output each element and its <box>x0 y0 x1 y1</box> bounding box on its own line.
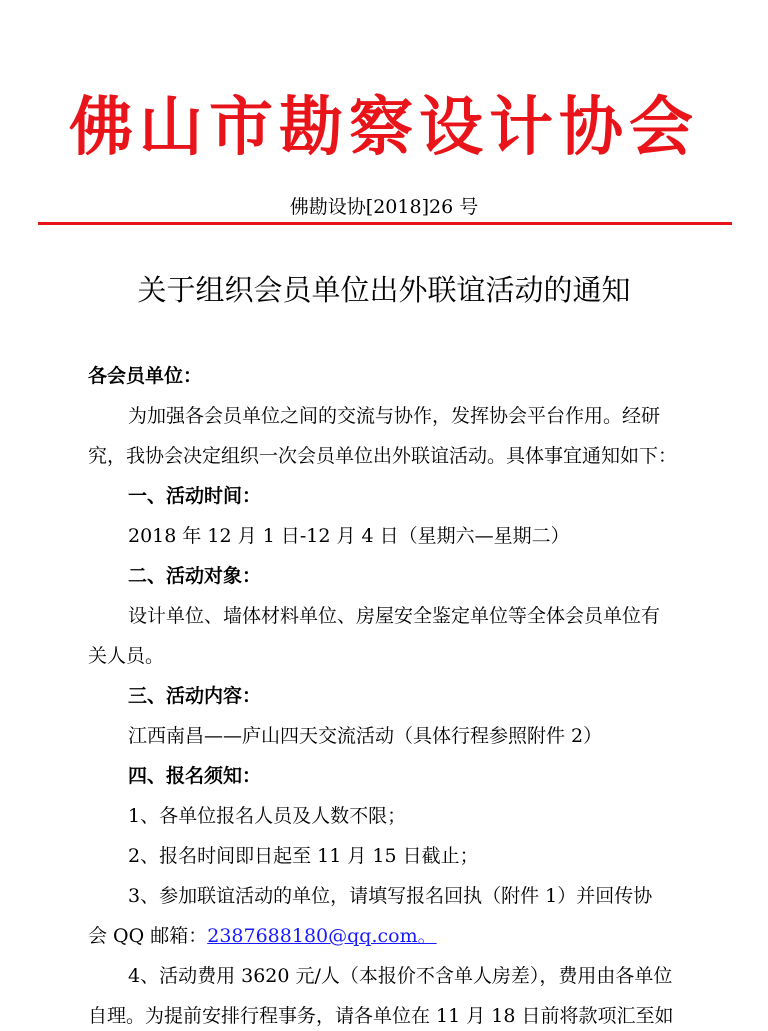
registration-item-2: 2、报名时间即日起至 11 月 15 日截止； <box>128 845 479 867</box>
email-link[interactable]: 2387688180@qq.com。 <box>207 925 437 947</box>
red-divider <box>38 222 732 225</box>
registration-item-4-line-2: 自理。为提前安排行程事务，请各单位在 11 月 18 日前将款项汇至如 <box>88 1005 674 1027</box>
section-registration-heading: 四、报名须知： <box>128 765 262 787</box>
intro-line-2: 究，我协会决定组织一次会员单位出外联谊活动。具体事宜通知如下： <box>88 445 678 467</box>
salutation: 各会员单位： <box>88 365 203 387</box>
section-target-heading: 二、活动对象： <box>128 565 262 587</box>
document-number: 佛勘设协[2018]26 号 <box>289 196 479 218</box>
organization-masthead: 佛山市勘察设计协会 <box>69 90 699 165</box>
notice-title: 关于组织会员单位出外联谊活动的通知 <box>137 273 631 307</box>
section-target-line-1: 设计单位、墙体材料单位、房屋安全鉴定单位等全体会员单位有 <box>128 605 661 627</box>
section-content-heading: 三、活动内容： <box>128 685 262 707</box>
intro-line-1: 为加强各会员单位之间的交流与协作，发挥协会平台作用。经研 <box>128 405 661 427</box>
section-time-content: 2018 年 12 月 1 日-12 月 4 日（星期六—星期二） <box>128 525 570 547</box>
registration-item-3-line-1: 3、参加联谊活动的单位，请填写报名回执（附件 1）并回传协 <box>128 885 653 907</box>
registration-item-3-line-2 <box>88 921 437 951</box>
section-time-heading: 一、活动时间： <box>128 485 262 507</box>
registration-item-4-line-1: 4、活动费用 3620 元/人（本报价不含单人房差），费用由各单位 <box>128 965 673 987</box>
section-content-text: 江西南昌——庐山四天交流活动（具体行程参照附件 2） <box>128 725 603 747</box>
section-target-line-2: 关人员。 <box>88 645 165 667</box>
registration-item-1: 1、各单位报名人员及人数不限； <box>128 805 407 827</box>
email-label: 会 QQ 邮箱： <box>88 925 208 947</box>
